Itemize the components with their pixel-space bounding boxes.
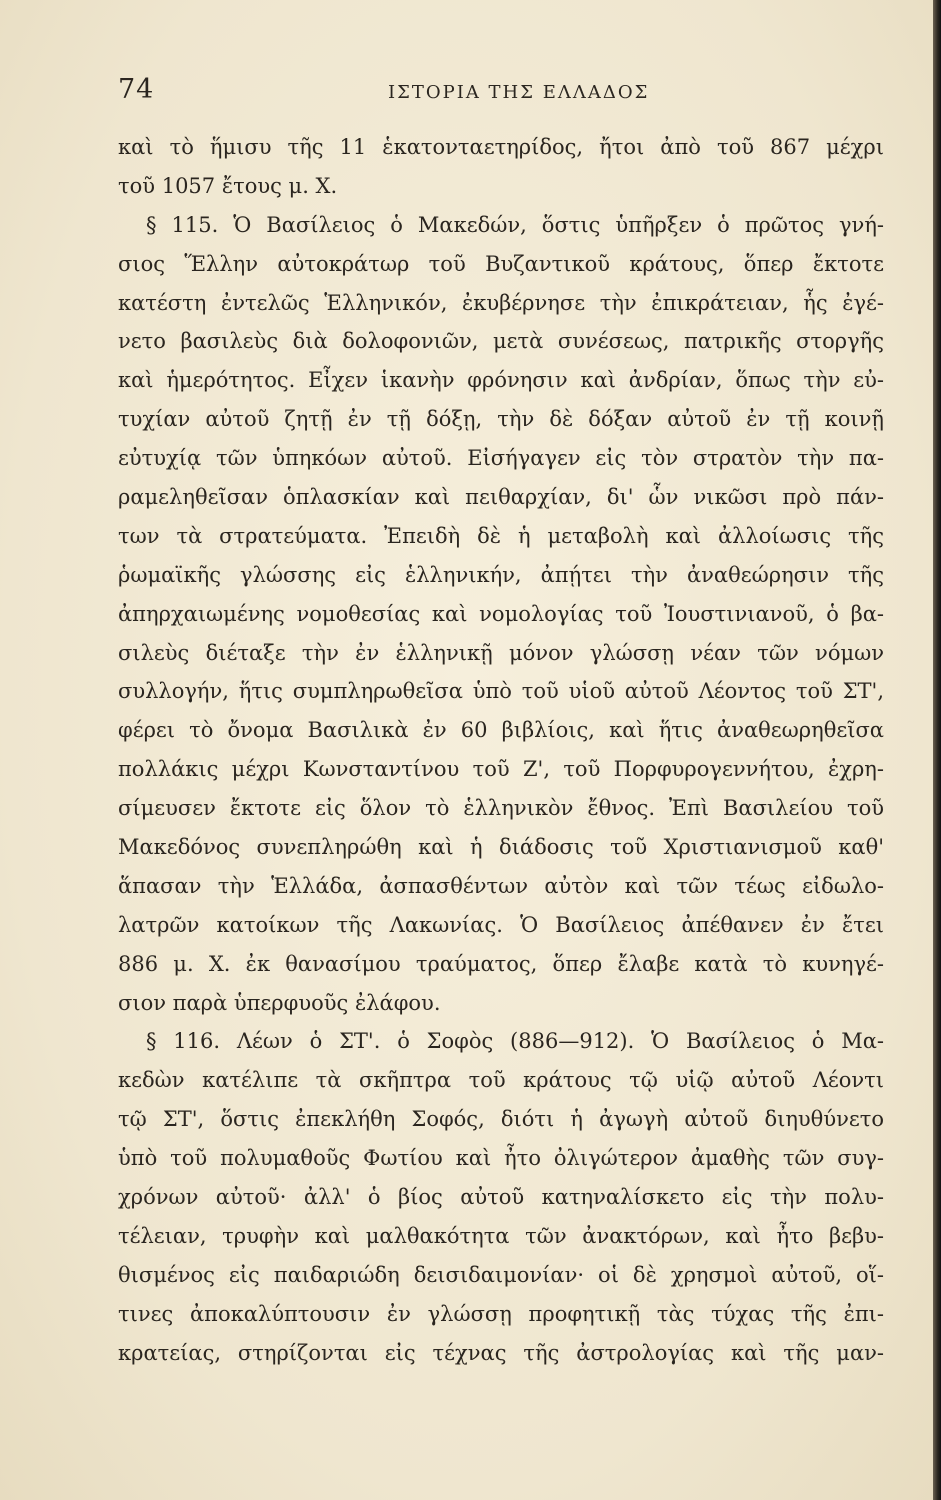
text-line: λατρῶν κατοίκων τῆς Λακωνίας. Ὁ Βασίλειος ἀπέθανεν ἐν ἔτει [118,912,884,937]
text-line: κεδὼν κατέλιπε τὰ σκῆπτρα τοῦ κράτους τῷ υἱῷ αὐτοῦ Λέοντι [118,1068,884,1093]
body-text [118,128,884,1373]
text-line: Μακεδόνος συνεπληρώθη καὶ ἡ διάδοσις τοῦ Χριστιανισμοῦ καθ' [118,835,884,860]
text-line: καὶ ἡμερότητος. Εἶχεν ἱκανὴν φρόνησιν καὶ ἀνδρίαν, ὅπως τὴν εὐ- [118,368,884,393]
text-line: των τὰ στρατεύματα. Ἐπειδὴ δὲ ἡ μεταβολὴ καὶ ἀλλοίωσις τῆς [118,523,884,548]
text-line: σιλεὺς διέταξε τὴν ἐν ἑλληνικῇ μόνον γλώσσῃ νέαν τῶν νόμων [118,640,884,665]
section-heading-line-115: § 115. Ὁ Βασίλειος ὁ Μακεδών, ὅστις ὑπῆρξεν ὁ πρῶτος γνή- [146,212,884,237]
page-header [118,74,888,114]
text-line: συλλογήν, ἥτις συμπληρωθεῖσα ὑπὸ τοῦ υἱοῦ αὐτοῦ Λέοντος τοῦ ΣΤ', [118,679,884,704]
text-line: 886 μ. Χ. ἐκ θανασίμου τραύματος, ὅπερ ἔλαβε κατὰ τὸ κυνηγέ- [118,951,884,976]
text-line: σιος Ἕλλην αὐτοκράτωρ τοῦ Βυζαντικοῦ κράτους, ὅπερ ἔκτοτε [118,251,884,276]
text-line: νετο βασιλεὺς διὰ δολοφονιῶν, μετὰ συνέσεως, πατρικῆς στοργῆς [118,329,884,354]
text-line: τέλειαν, τρυφὴν καὶ μαλθακότητα τῶν ἀνακτόρων, καὶ ἦτο βεβυ- [118,1223,884,1248]
text-line: τυχίαν αὐτοῦ ζητῇ ἐν τῇ δόξῃ, τὴν δὲ δόξαν αὐτοῦ ἐν τῇ κοινῇ [118,407,884,432]
text-line: ὑπὸ τοῦ πολυμαθοῦς Φωτίου καὶ ἦτο ὀλιγώτερον ἀμαθὴς τῶν συγ- [118,1146,884,1171]
text-line: κατέστη ἐντελῶς Ἑλληνικόν, ἐκυβέρνησε τὴν ἐπικράτειαν, ἧς ἐγέ- [118,290,884,315]
text-line: ἀπηρχαιωμένης νομοθεσίας καὶ νομολογίας τοῦ Ἰουστινιανοῦ, ὁ βα- [118,601,884,626]
text-line: ῥωμαϊκῆς γλώσσης εἰς ἑλληνικήν, ἀπῄτει τὴν ἀναθεώρησιν τῆς [118,562,884,587]
text-line: τῷ ΣΤ', ὅστις ἐπεκλήθη Σοφός, διότι ἡ ἀγωγὴ αὐτοῦ διηυθύνετο [118,1107,884,1132]
text-line: τοῦ 1057 ἔτους μ. Χ. [118,173,338,198]
text-line: σιον παρὰ ὑπερφυοῦς ἐλάφου. [118,990,441,1015]
page-number: 74 [118,74,155,105]
text-line: ἅπασαν τὴν Ἑλλάδα, ἀσπασθέντων αὐτὸν καὶ τῶν τέως εἰδωλο- [118,873,884,898]
text-line: σίμευσεν ἔκτοτε εἰς ὅλον τὸ ἑλληνικὸν ἔθνος. Ἐπὶ Βασιλείου τοῦ [118,796,884,821]
running-title: ΙΣΤΟΡΙΑ ΤΗΣ ΕΛΛΑΔΟΣ [388,82,650,103]
text-line: τινες ἀποκαλύπτουσιν ἐν γλώσσῃ προφητικῇ τὰς τύχας τῆς ἐπι- [118,1301,884,1326]
text-line: εὐτυχίᾳ τῶν ὑπηκόων αὐτοῦ. Εἰσήγαγεν εἰς τὸν στρατὸν τὴν πα- [118,446,884,471]
text-line: ραμεληθεῖσαν ὁπλασκίαν καὶ πειθαρχίαν, δι' ὧν νικῶσι πρὸ πάν- [118,485,884,510]
section-heading-line-116: § 116. Λέων ὁ ΣΤ'. ὁ Σοφὸς (886—912). Ὁ Βασίλειος ὁ Μα- [146,1029,884,1054]
text-line: χρόνων αὐτοῦ· ἀλλ' ὁ βίος αὐτοῦ κατηναλίσκετο εἰς τὴν πολυ- [118,1185,884,1210]
text-line: καὶ τὸ ἥμισυ τῆς 11 ἑκατονταετηρίδος, ἤτοι ἀπὸ τοῦ 867 μέχρι [118,135,884,159]
text-line: κρατείας, στηρίζονται εἰς τέχνας τῆς ἀστρολογίας καὶ τῆς μαν- [118,1340,884,1365]
book-spine-edge [933,0,941,1500]
text-line: φέρει τὸ ὄνομα Βασιλικὰ ἐν 60 βιβλίοις, καὶ ἥτις ἀναθεωρηθεῖσα [118,718,884,743]
text-line: πολλάκις μέχρι Κωνσταντίνου τοῦ Ζ', τοῦ Πορφυρογεννήτου, ἐχρη- [118,757,884,782]
text-line: θισμένος εἰς παιδαριώδη δεισιδαιμονίαν· οἱ δὲ χρησμοὶ αὐτοῦ, οἵ- [118,1262,884,1287]
